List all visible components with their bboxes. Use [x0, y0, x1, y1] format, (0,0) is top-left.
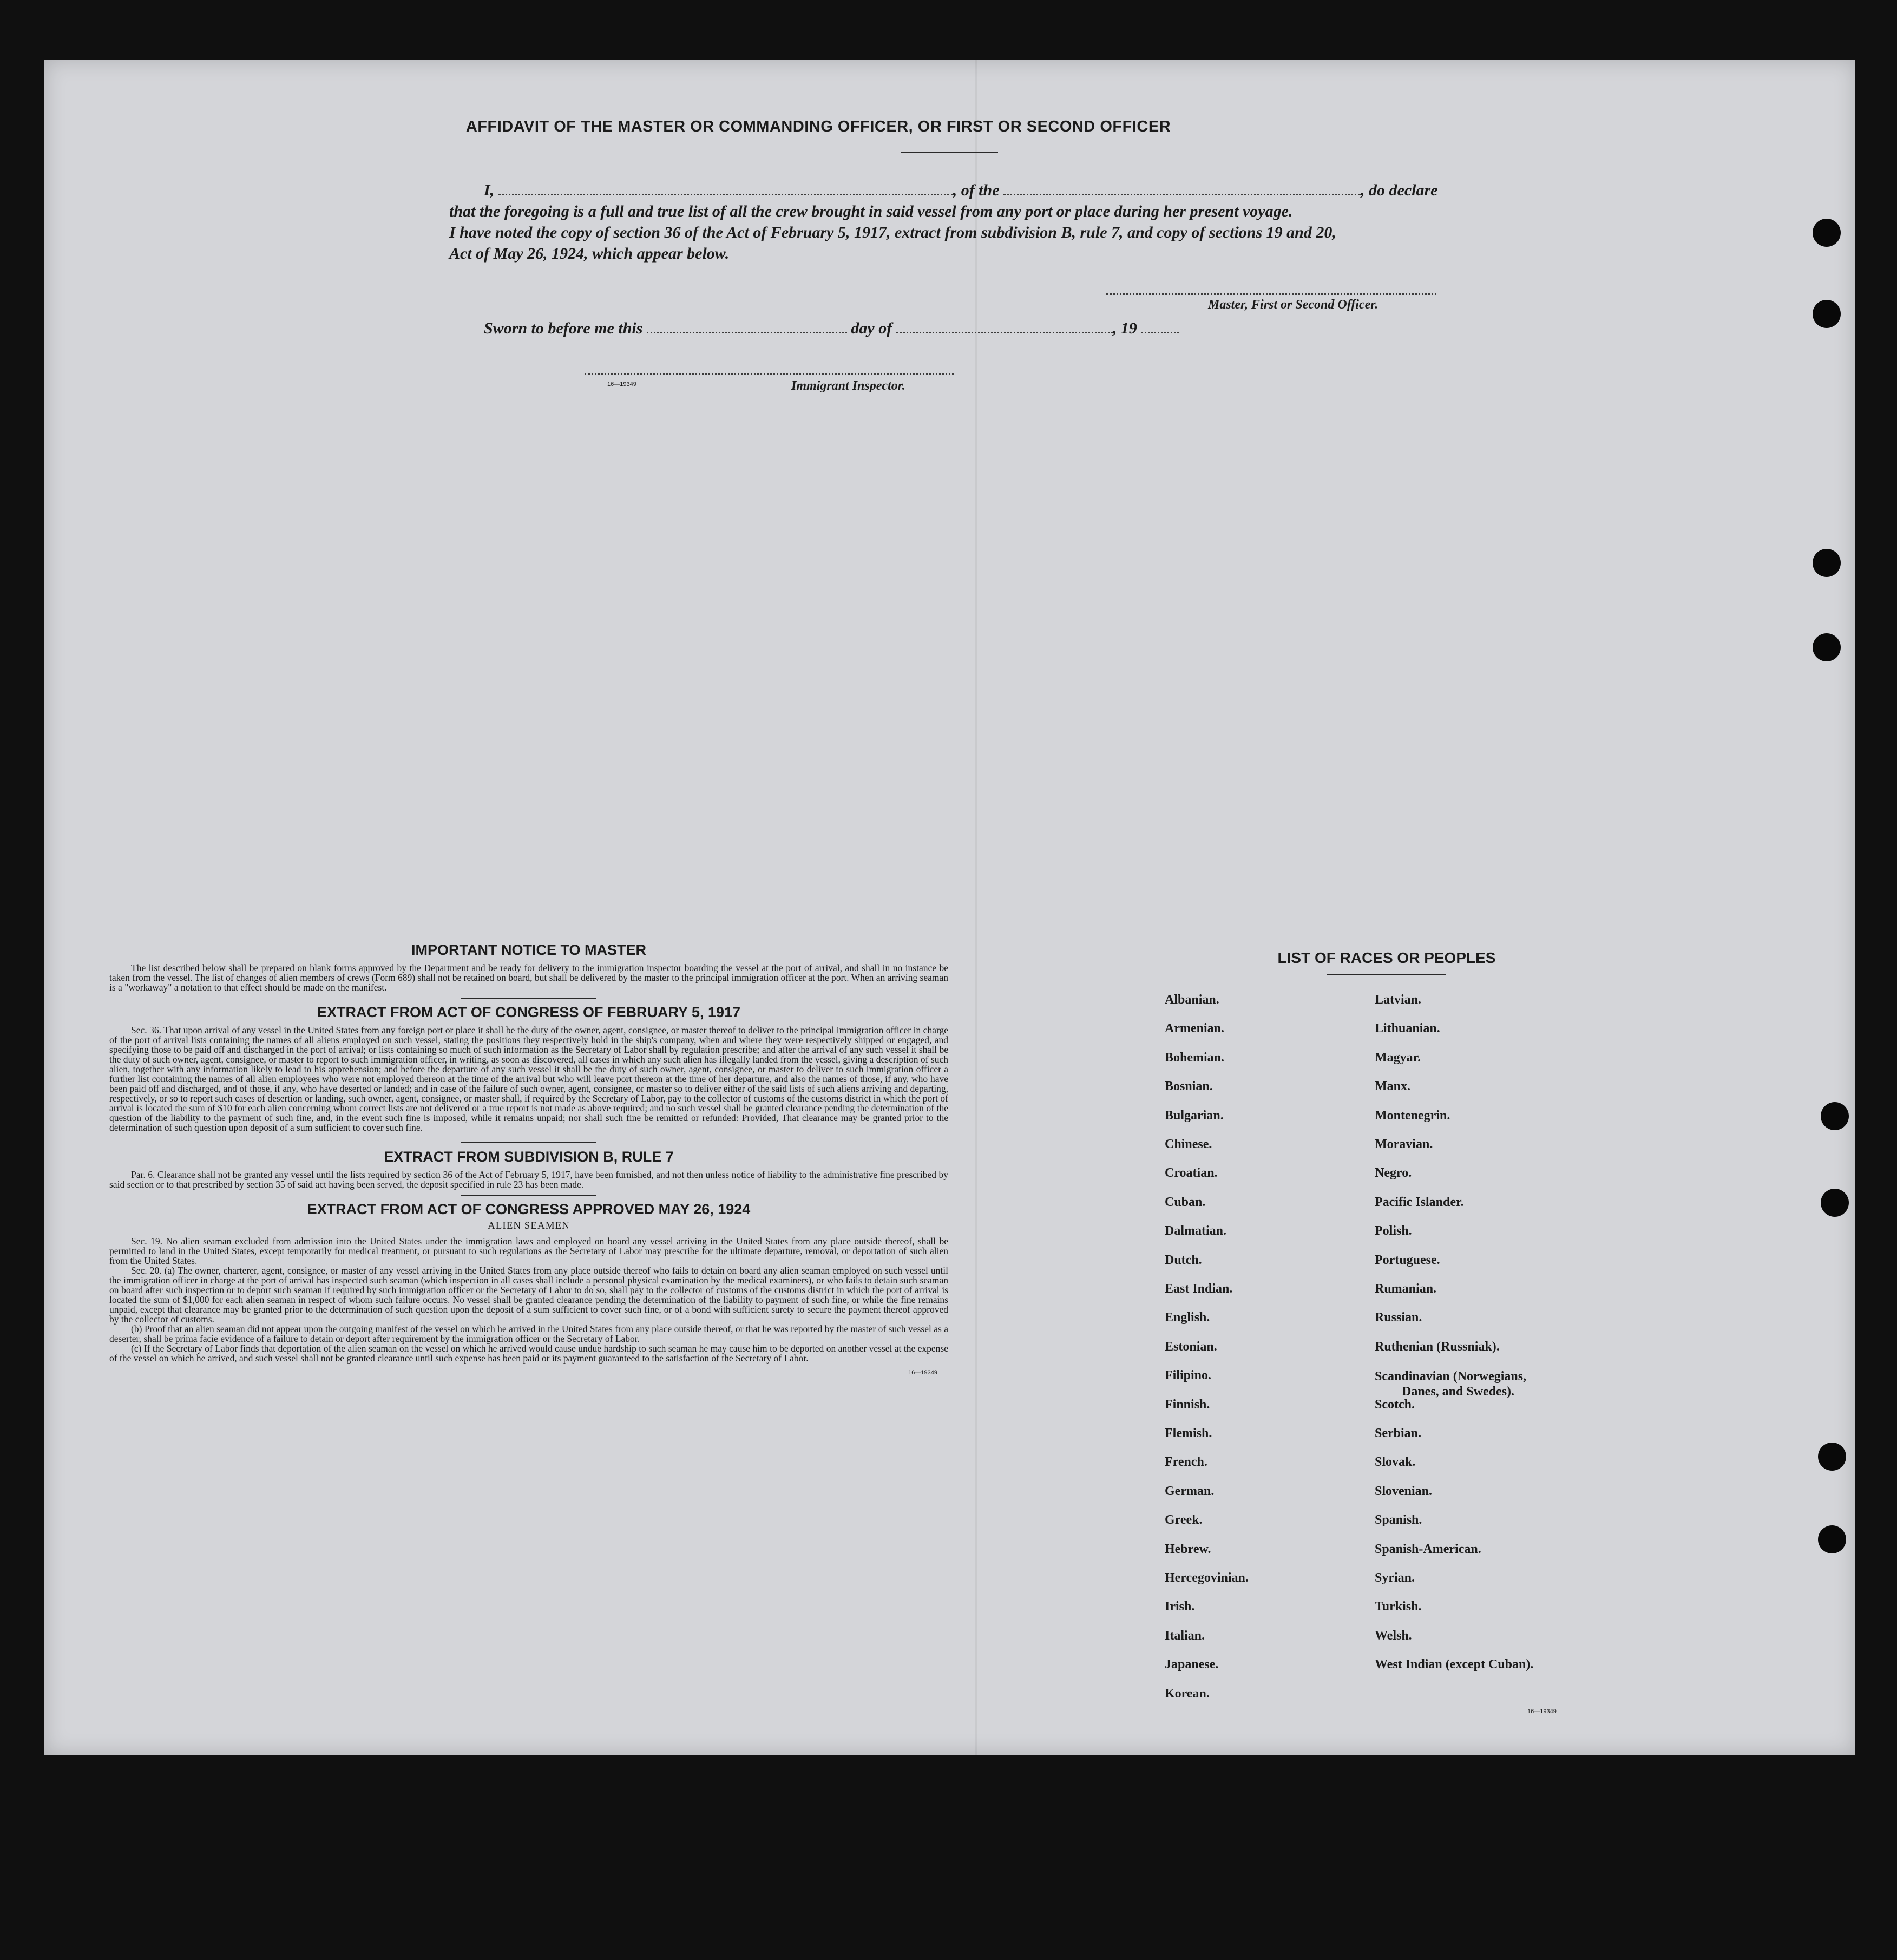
races-title: LIST OF RACES OR PEOPLES — [1277, 949, 1496, 966]
form-sheet — [44, 60, 1855, 1755]
race-item: Chinese. — [1165, 1137, 1212, 1151]
binder-hole — [1813, 633, 1841, 661]
sworn-year: , 19 — [1112, 319, 1137, 337]
sec-20c-text: (c) If the Secretary of Labor finds that deportation of the alien seaman on the vessel on which he arrived would cause undue hardship to such seaman he may cause him to be deported on another vessel at the expense of the vessel on which he arrived, and such vessel shall not be granted clearance until such expense has been paid or its payment guaranteed to the satisfaction of the Secretary of Labor. — [109, 1343, 948, 1364]
race-item: Greek. — [1165, 1513, 1203, 1528]
race-item: Scandinavian (Norwegians, — [1375, 1369, 1527, 1384]
affidavit-line-3: I have noted the copy of section 36 of the Act of February 5, 1917, extract from subdivision B, rule 7, and copy of sections 19 and 20, — [449, 224, 1336, 241]
extract-1924-title: EXTRACT FROM ACT OF CONGRESS APPROVED MAY 26, 1924 — [307, 1201, 751, 1217]
race-item: Manx. — [1375, 1079, 1410, 1094]
race-item: Hebrew. — [1165, 1542, 1211, 1556]
affidavit-title: AFFIDAVIT OF THE MASTER OR COMMANDING OFFICER, OR FIRST OR SECOND OFFICER — [465, 118, 1171, 135]
race-item: Slovenian. — [1375, 1484, 1433, 1498]
race-item: Ruthenian (Russniak). — [1375, 1339, 1500, 1354]
race-item: Spanish. — [1375, 1513, 1422, 1528]
inspector-label: Immigrant Inspector. — [791, 379, 905, 393]
race-item: Korean. — [1165, 1686, 1210, 1701]
race-item: Turkish. — [1375, 1600, 1422, 1614]
race-item: Estonian. — [1165, 1339, 1217, 1354]
race-item: Montenegrin. — [1375, 1108, 1450, 1123]
binder-hole — [1813, 549, 1841, 577]
binder-hole — [1813, 300, 1841, 328]
race-item: Danes, and Swedes). — [1402, 1385, 1515, 1399]
master-signature-label: Master, First or Second Officer. — [1208, 298, 1379, 312]
race-item: East Indian. — [1165, 1282, 1233, 1296]
race-item: Scotch. — [1375, 1397, 1415, 1412]
race-item: Filipino. — [1165, 1368, 1212, 1383]
race-item: Negro. — [1375, 1166, 1412, 1181]
sworn-date-blank — [647, 322, 847, 333]
race-item: Lithuanian. — [1375, 1021, 1440, 1036]
race-item: Pacific Islander. — [1375, 1195, 1464, 1209]
race-item: Croatian. — [1165, 1166, 1218, 1181]
name-blank — [498, 184, 953, 195]
sec-20b-text: (b) Proof that an alien seaman did not appear upon the outgoing manifest of the vessel on which he arrived in the United States from any place outside thereof, or that he was reported by the master of such vessel as a deserter, shall be prima facie evidence of a failure to detain or deport after requirement by the immigration officer or the Secretary of Labor. — [109, 1323, 948, 1344]
page-fold — [975, 60, 977, 1755]
affidavit-i: I, — [484, 181, 495, 199]
race-item: Portuguese. — [1375, 1253, 1440, 1267]
race-item: English. — [1165, 1310, 1210, 1325]
race-item: Italian. — [1165, 1628, 1205, 1643]
notice-title: IMPORTANT NOTICE TO MASTER — [411, 942, 646, 958]
sworn-prefix: Sworn to before me this — [484, 319, 643, 337]
binder-hole — [1821, 1102, 1849, 1130]
inspector-signature-line — [585, 373, 954, 375]
binder-hole — [1813, 219, 1841, 247]
race-item: Rumanian. — [1375, 1282, 1437, 1296]
race-item: Flemish. — [1165, 1426, 1212, 1440]
affidavit-line-2: that the foregoing is a full and true list of all the crew brought in said vessel from any port or place during her present voyage. — [449, 202, 1293, 220]
sworn-line — [484, 319, 1179, 338]
sworn-month-blank — [896, 322, 1113, 333]
sworn-day-of: day of — [851, 319, 892, 337]
race-item: Bohemian. — [1165, 1050, 1225, 1065]
affidavit-line-1 — [449, 180, 1510, 201]
legal-notices — [109, 942, 948, 1376]
race-item: Polish. — [1375, 1224, 1412, 1238]
sec-20a-text: Sec. 20. (a) The owner, charterer, agent, consignee, or master of any vessel arriving in the United States from any place outside thereof who fails to detain on board any alien seaman employed on such vessel until the immigration officer in charge at the port of arrival has inspected such seaman (which inspection in all cases shall include a personal physical examination by the medical examiners), or who fails to detain such seaman on board after such inspection or to deport such seaman if required by such immigration officer or the Secretary of Labor to do so, shall pay to the collector of customs of the customs district in which the port of arrival is located the sum of $1,000 for each alien seaman in respect of whom such failure occurs. No vessel shall be granted clearance pending the determination of the liability to payment of such fine, or while the fine remains unpaid, except that clearance may be granted prior to the determination of such question upon the deposit of a sum sufficient to cover such fine, or of a bond with sufficient surety to secure the payment thereof approved by the collector of customs. — [109, 1265, 948, 1325]
race-item: French. — [1165, 1455, 1207, 1470]
race-item: Latvian. — [1375, 993, 1422, 1007]
affidavit-do-declare: , do declare — [1361, 181, 1438, 199]
affidavit-form-number: 16—19349 — [607, 381, 636, 388]
race-item: Bulgarian. — [1165, 1108, 1224, 1123]
race-item: Spanish-American. — [1375, 1542, 1481, 1556]
race-item: Hercegovinian. — [1165, 1571, 1249, 1585]
extract-rule7-text: Par. 6. Clearance shall not be granted any vessel until the lists required by section 36 of the Act of February 5, 1917, have been furnished, and not then unless notice of liability to the administrative fine prescribed by said section or to that prescribed by section 35 of said act having been served, the deposit specified in rule 23 has been made. — [109, 1169, 948, 1190]
race-item: Japanese. — [1165, 1657, 1219, 1672]
races-form-number: 16—19349 — [1527, 1708, 1557, 1715]
race-item: Armenian. — [1165, 1021, 1224, 1036]
race-item: Serbian. — [1375, 1426, 1422, 1440]
binder-hole — [1821, 1189, 1849, 1217]
race-item: Welsh. — [1375, 1628, 1412, 1643]
race-item: Slovak. — [1375, 1455, 1416, 1470]
race-item: Dalmatian. — [1165, 1224, 1226, 1238]
race-item: Russian. — [1375, 1310, 1422, 1325]
alien-seamen-subtitle: ALIEN SEAMEN — [488, 1220, 570, 1231]
divider — [461, 998, 596, 999]
binder-hole — [1818, 1525, 1846, 1553]
divider — [461, 1142, 596, 1143]
race-item: German. — [1165, 1484, 1215, 1498]
divider — [461, 1195, 596, 1196]
extract-1917-title: EXTRACT FROM ACT OF CONGRESS OF FEBRUARY 5, 1917 — [317, 1004, 741, 1020]
title-underline — [901, 152, 998, 153]
race-item: Magyar. — [1375, 1050, 1421, 1065]
race-item: West Indian (except Cuban). — [1375, 1657, 1534, 1672]
master-signature-line — [1106, 293, 1436, 295]
extract-1917-text: Sec. 36. That upon arrival of any vessel in the United States from any foreign port or place it shall be the duty of the owner, agent, consignee, or master thereof to deliver to the principal immigration officer in charge of the port of arrival lists containing the names of all aliens employed on such vessel, stating the positions they respectively hold in the ship's company, when and where they were respectively shipped or engaged, and specifying those to be paid off and discharged in the port of arrival; or lists containing so much of such information as the Secretary of Labor shall by regulation prescribe; and after the arrival of any such vessel it shall be the duty of such owner, agent, consignee, or master to report to such immigration officer, in writing, as soon as discovered, all cases in which any such alien has illegally landed from the vessel, giving a description of such alien, together with any information likely to lead to his apprehension; and before the departure of any such vessel it shall be the duty of such owner, agent, consignee, or master to deliver to such immigration officer a further list containing the names of all alien employees who were not employed thereon at the time of the arrival but who will leave port thereon at the time of her departure, and also the names of those, if any, who have been paid off and discharged, and of those, if any, who have deserted or landed; and in case of the failure of such owner, agent, consignee, or master so to deliver either of the said lists of such aliens arriving and departing, respectively, or so to report such cases of desertion or landing, such owner, agent, consignee, or master shall, if required by the Secretary of Labor, pay to the collector of customs of the customs district in which the port of arrival is located the sum of $10 for each alien concerning whom correct lists are not delivered or a true report is not made as above required; and no such vessel shall be granted clearance pending the determination of the question of the liability to the payment of such fine, and, in the event such fine is imposed, while it remains unpaid; nor shall such fine be remitted or refunded: Provided, That clearance may be granted prior to the determination of such question upon deposit of a sum sufficient to cover such fine. — [109, 1025, 948, 1133]
race-item: Syrian. — [1375, 1571, 1415, 1585]
race-item: Bosnian. — [1165, 1079, 1213, 1094]
affidavit-body — [449, 180, 1510, 264]
affidavit-line-4: Act of May 26, 1924, which appear below. — [449, 245, 730, 263]
race-item: Moravian. — [1375, 1137, 1433, 1151]
race-item: Irish. — [1165, 1600, 1195, 1614]
sec-19-text: Sec. 19. No alien seaman excluded from admission into the United States under the immigration laws and employed on board any vessel arriving in the United States from any place outside thereof, shall be permitted to land in the United States, except temporarily for medical treatment, or pursuant to such regulations as the Secretary of Labor may prescribe for the ultimate departure, removal, or deportation of such alien from the United States. — [109, 1236, 948, 1266]
extract-form-number: 16—19349 — [908, 1369, 937, 1376]
binder-hole — [1818, 1443, 1846, 1471]
race-item: Cuban. — [1165, 1195, 1206, 1209]
races-title-underline — [1327, 974, 1446, 975]
affidavit-of-the: , of the — [953, 181, 1000, 199]
race-item: Dutch. — [1165, 1253, 1202, 1267]
vessel-blank — [1003, 184, 1361, 195]
race-item: Albanian. — [1165, 993, 1219, 1007]
extract-rule7-title: EXTRACT FROM SUBDIVISION B, RULE 7 — [384, 1149, 674, 1165]
sworn-year-blank — [1141, 322, 1179, 333]
race-item: Finnish. — [1165, 1397, 1210, 1412]
notice-text: The list described below shall be prepared on blank forms approved by the Department and be ready for delivery to the immigration inspector boarding the vessel at the port of arrival, and shall in no instance be taken from the vessel. The list of changes of alien members of crews (Form 689) shall not be retained on board, but shall be delivered by the master to the principal immigration officer at the port. When an arriving seaman is a "workaway" a notation to that effect should be made on the manifest. — [109, 962, 948, 993]
